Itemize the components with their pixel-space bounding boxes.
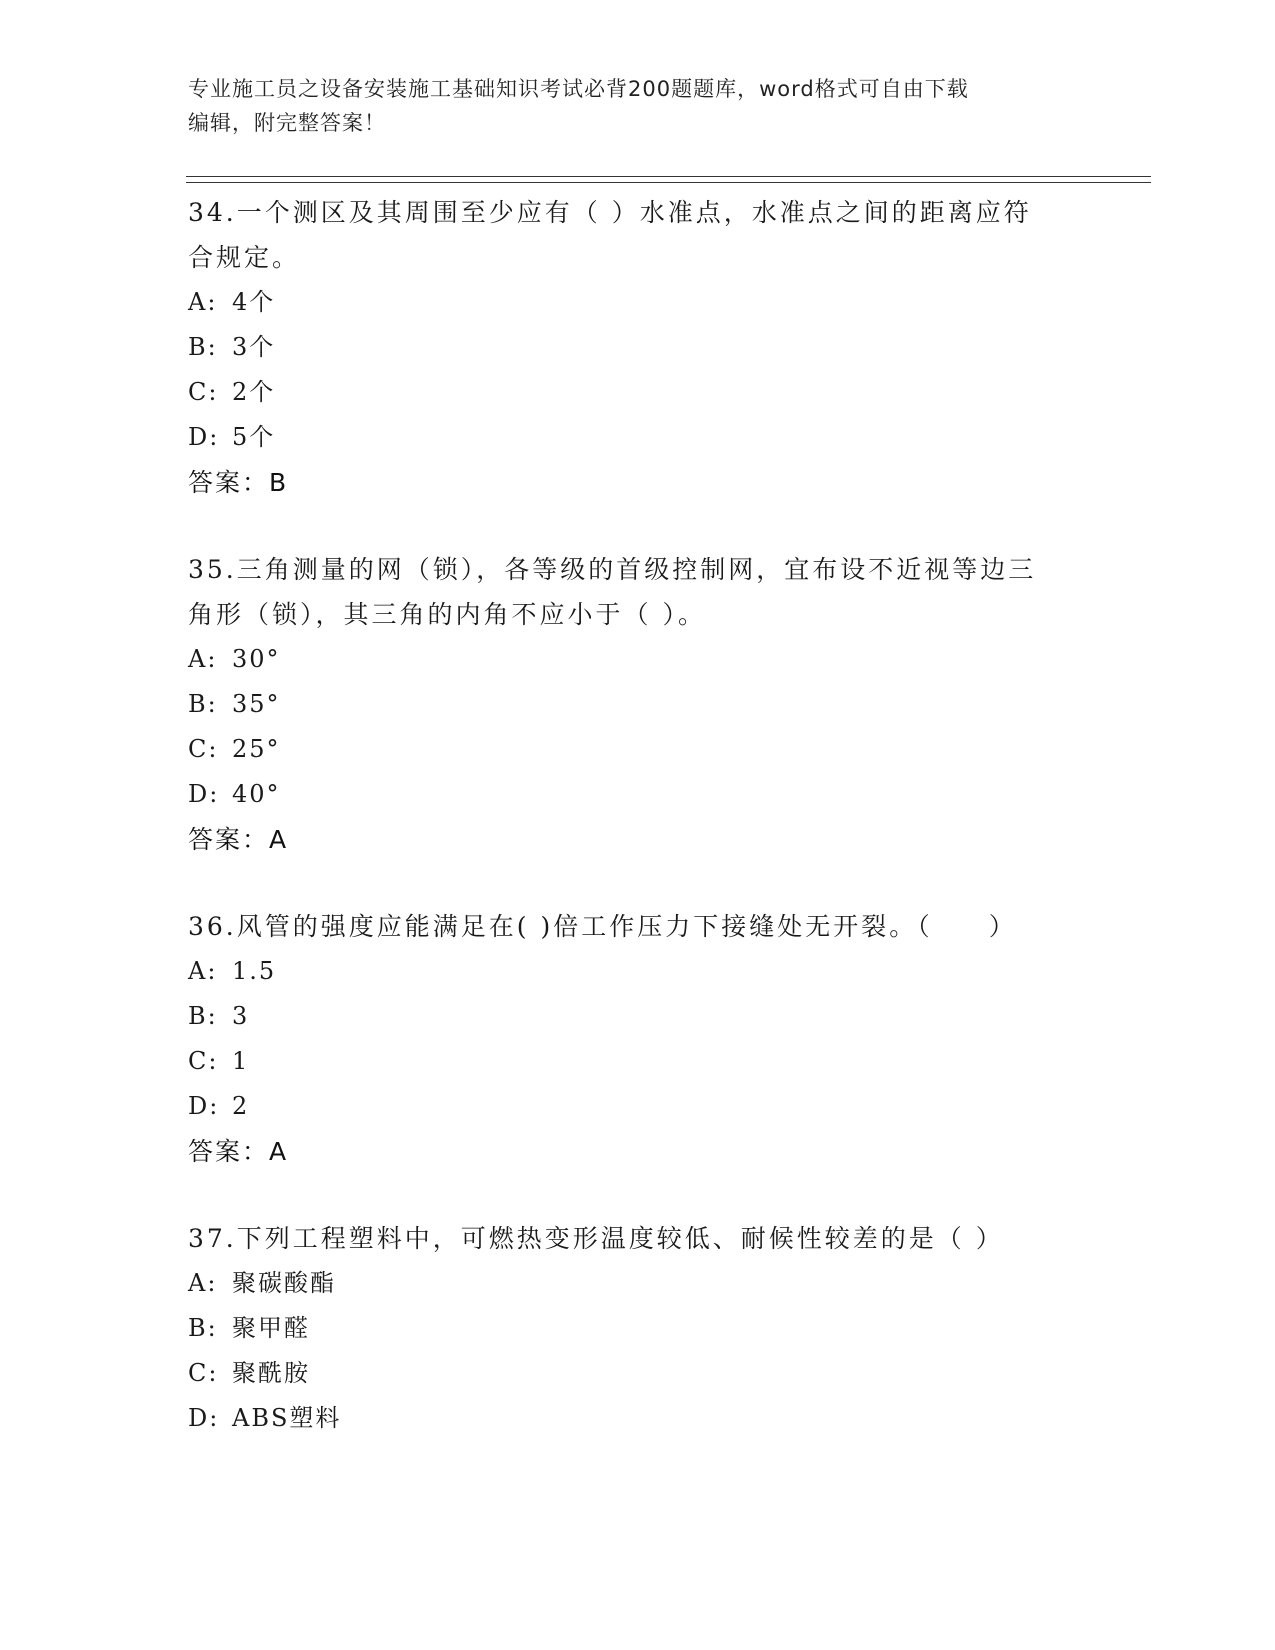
option-b	[188, 994, 1088, 1039]
option-c	[188, 370, 1088, 415]
option-text: 2个	[232, 378, 276, 406]
option-letter: A:	[188, 645, 218, 673]
question-text-line: 合规定。	[188, 243, 301, 272]
option-letter: A:	[188, 957, 218, 985]
option-text: 40°	[232, 780, 281, 808]
answer-line: 答案：B	[188, 468, 289, 497]
answer-line: 答案：A	[188, 825, 289, 854]
question-text-line: 34.一个测区及其周围至少应有（ ）水准点，水准点之间的距离应符	[188, 198, 1032, 227]
header-line-2: 编辑，附完整答案！	[188, 111, 386, 135]
option-text: 聚甲醛	[232, 1314, 310, 1342]
option-text: 1	[232, 1047, 250, 1075]
option-text: 聚碳酸酯	[232, 1269, 336, 1297]
option-text: 聚酰胺	[232, 1359, 310, 1387]
header-divider-bottom	[186, 182, 1151, 183]
option-text: 1.5	[232, 957, 277, 985]
option-letter: B:	[188, 333, 218, 361]
question-text-line: 35.三角测量的网（锁），各等级的首级控制网，宜布设不近视等边三	[188, 555, 1037, 584]
option-text: 3个	[232, 333, 276, 361]
option-text: 35°	[232, 690, 281, 718]
question-37	[188, 1216, 1088, 1441]
option-text: 5个	[232, 423, 276, 451]
option-text: ABS塑料	[232, 1404, 342, 1432]
option-text: 25°	[232, 735, 281, 763]
option-letter: A:	[188, 288, 218, 316]
document-header	[188, 72, 1068, 140]
option-letter: A:	[188, 1269, 218, 1297]
option-letter: D:	[188, 1404, 220, 1432]
question-text-line: 角形（锁），其三角的内角不应小于（ ）。	[188, 600, 706, 629]
option-text: 2	[232, 1092, 250, 1120]
header-divider-top	[186, 176, 1151, 177]
option-letter: C:	[188, 378, 219, 406]
question-text-line: 36.风管的强度应能满足在( )倍工作压力下接缝处无开裂。（ ）	[188, 912, 1017, 941]
question-36	[188, 904, 1088, 1174]
option-a	[188, 280, 1088, 325]
option-d	[188, 415, 1088, 460]
question-list	[188, 190, 1088, 1483]
option-d	[188, 1396, 1088, 1441]
option-letter: B:	[188, 1314, 218, 1342]
option-letter: D:	[188, 423, 220, 451]
option-text: 4个	[232, 288, 276, 316]
answer-line: 答案：A	[188, 1137, 289, 1166]
option-b	[188, 325, 1088, 370]
option-c	[188, 1351, 1088, 1396]
option-letter: D:	[188, 1092, 220, 1120]
header-line-1: 专业施工员之设备安装施工基础知识考试必背200题题库，word格式可自由下载	[188, 77, 969, 101]
option-letter: C:	[188, 1047, 219, 1075]
question-35	[188, 547, 1088, 862]
option-text: 3	[232, 1002, 250, 1030]
option-text: 30°	[232, 645, 281, 673]
option-a	[188, 949, 1088, 994]
option-a	[188, 1261, 1088, 1306]
option-letter: C:	[188, 735, 219, 763]
option-a	[188, 637, 1088, 682]
option-letter: D:	[188, 780, 220, 808]
option-b	[188, 682, 1088, 727]
option-letter: B:	[188, 1002, 218, 1030]
question-34	[188, 190, 1088, 505]
option-d	[188, 1084, 1088, 1129]
option-letter: C:	[188, 1359, 219, 1387]
option-d	[188, 772, 1088, 817]
option-b	[188, 1306, 1088, 1351]
option-c	[188, 727, 1088, 772]
option-letter: B:	[188, 690, 218, 718]
question-text-line: 37.下列工程塑料中，可燃热变形温度较低、耐候性较差的是（ ）	[188, 1224, 1004, 1253]
option-c	[188, 1039, 1088, 1084]
